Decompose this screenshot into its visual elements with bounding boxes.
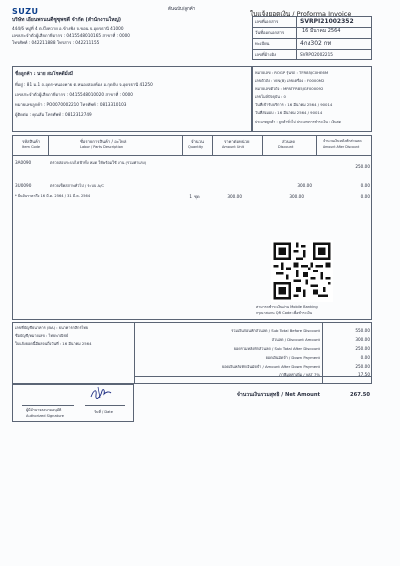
col-unit-en: Amount Unit xyxy=(222,145,244,149)
discount-label: ส่วนลด / Discount Amount xyxy=(271,337,320,342)
isuzu-logo: SUZU xyxy=(12,7,39,16)
ref-value: SVRPO2002215 xyxy=(300,52,333,57)
doc-no-value: SVRPI21002352 xyxy=(300,18,354,25)
original-copy-stamp: ต้นฉบับ/ลูกค้า xyxy=(168,7,196,12)
signature-date-label: วันที่ / Date xyxy=(94,410,113,414)
customer-tax-id: เลขประจำตัวผู้เสียภาษีอากร : 0415548010020 สาขาที่ : 0000 xyxy=(15,92,133,97)
qr-caption-line-2: กรุณาสแกน QR Code เพื่อชำระเงิน xyxy=(256,311,313,315)
vehicle-engine: เลขตัวถัง : VIN(B) เลขเครื่อง : F0000M2 xyxy=(255,78,325,83)
vat-value: 17.50 xyxy=(358,372,370,377)
customer-type: ประเภทลูกค้า : ลูกค้าทั่วไป ประเภทการชำระเงิน : เงินสด xyxy=(255,120,341,124)
reg-value: 4กง302 กท xyxy=(300,40,332,47)
after-down-payment-label: ยอดเงินหลังหักเงินมัดจำ / Amount After Down Payment xyxy=(221,364,320,369)
company-name: บริษัท เอียนพรนนดีซูซุพชดี จำกัด (สำนักงานใหญ่) xyxy=(12,17,122,23)
table-row-amount: 0.00 xyxy=(360,194,370,199)
discount-value: 300.00 xyxy=(355,337,370,342)
col-desc-en: Labor / Parts Description xyxy=(80,145,124,149)
doc-no-label: เลขที่เอกสาร xyxy=(255,19,279,24)
company-phone: โทรศัพท์ : 042211888 โทรสาร : 042211155 xyxy=(12,40,100,45)
vehicle-mileage: เลขไมล์ปัจจุบัน : 0 xyxy=(255,94,286,99)
price-valid-note: * ยืนยันราคาถึง 16 มี.ค. 2564 / 31 มี.ค. 2564 xyxy=(15,194,91,198)
qr-caption-line-1: สามารถชำระเงินผ่าน Mobile Banking xyxy=(256,305,318,309)
col-code-th: รหัสสินค้า xyxy=(22,139,41,144)
after-discount-value: 250.00 xyxy=(355,346,370,351)
table-row-price: 300.00 xyxy=(297,183,312,188)
table-row-amount: 0.00 xyxy=(360,183,370,188)
col-discount-en: Discount xyxy=(278,145,294,149)
authorized-signature-th: ผู้มีอำนาจลงนามอนุมัติ xyxy=(26,408,62,412)
subtotal-label: รวมเงินก่อนหักส่วนลด / Sub Total Before Discount xyxy=(231,328,320,333)
company-tax-id: เลขประจำตัวผู้เสียภาษีอากร : 0415548010165 สาขาที่ : 0000 xyxy=(12,33,130,38)
customer-name: ชื่อลูกค้า : นาย สมโชคดีมั่งมี xyxy=(15,72,73,77)
document-title: ใบแจ้งยอดเงิน / Proforma Invoice xyxy=(250,10,352,18)
ref-label: เลขที่อ้างอิง xyxy=(255,52,277,57)
service-out-date: วันที่ส่งมอบ : 16 มีนาคม 2564 / 90014 xyxy=(255,110,323,115)
customer-address: ที่อยู่ : 81 ม.1 ถ.อุดร-หนองคาย ต.หนองสองห้อง อ.กุดจับ จ.อุดรธานี 41250 xyxy=(15,82,153,87)
doc-date-value: 16 มีนาคม 2564 xyxy=(302,28,341,34)
col-amount-th: จำนวนเงินหลังหักส่วนลด xyxy=(323,139,362,143)
vehicle-model: หมายเลข : ROGP รุ่นรถ : TFR85JC0HE6M xyxy=(255,70,329,75)
valid-until: ใบแจ้งยอดนี้มีผลจนถึงวันที่ : 16 มีนาคม 2564 xyxy=(15,341,92,346)
after-discount-label: ยอดรวมหลังหักส่วนลด / Sub Total After Discount xyxy=(233,346,320,351)
table-row-amount: 250.00 xyxy=(355,164,370,169)
col-desc-th: ชื่อรายการสินค้า / อะไหล่ xyxy=(80,139,127,144)
col-code-en: Item Code xyxy=(22,145,41,149)
col-qty-th: จำนวน xyxy=(191,139,204,144)
table-row-desc: ตรวจสอบระบบไฟฟ้าทั้ง หมด ให้พร้อมใช้ งาน (รวมค่าแรง) xyxy=(50,160,147,165)
table-row-desc: ตรวจเช็คสภาพทั่วไป / ระบบ A/C xyxy=(50,183,105,188)
col-qty-en: Quantity xyxy=(188,145,204,149)
after-down-payment-value: 250.00 xyxy=(355,364,370,369)
table-row-code: 3U0090 xyxy=(15,183,32,188)
table-row-price: 300.00 xyxy=(227,194,242,199)
net-amount-label: จำนวนเงินรวมสุทธิ / Net Amount xyxy=(236,392,320,398)
col-unit-th: ราคาต่อหน่วย xyxy=(224,139,250,144)
handwritten-signature xyxy=(88,385,114,401)
vat-label: ภาษีมูลค่าเพิ่ม / VAT 7% xyxy=(279,372,320,377)
table-row-qty: 1 xyxy=(189,194,192,199)
authorized-signature-en: Authorized Signature xyxy=(26,414,64,418)
doc-date-label: วันที่ออกเอกสาร xyxy=(255,30,285,35)
reg-label: ทะเบียน xyxy=(255,41,270,46)
vehicle-chassis: หมายเลขตัวถัง : MPATFR85JGF000092 xyxy=(255,86,324,91)
company-address: 444/6 หมู่ที่ 4 ต.บึงทวาย อ.ข้างฟัง จ.ขอน จ.อุดรธานี 41000 xyxy=(12,26,124,31)
table-row-discount: 300.00 xyxy=(289,194,304,199)
table-row-code: 3A0090 xyxy=(15,160,32,165)
account-name: ชื่อบัญชี/หมายเลข : ไทยพาณิชย์ xyxy=(15,333,69,338)
bank-account: เลขที่บัญชีธนาคาร (BA) : ธนาคารกสิกรไทย xyxy=(15,325,89,330)
down-payment-value: 0.00 xyxy=(360,355,370,360)
subtotal-value: 550.00 xyxy=(355,328,370,333)
customer-contact: ผู้ติดต่อ : คุณส้ม โทรศัพท์ : 0812312749 xyxy=(15,112,92,117)
payment-qr-code xyxy=(271,240,333,302)
table-row-unit: ชุด xyxy=(194,194,200,199)
customer-number: หมายเลขลูกค้า : PO0070002210 โทรศัพท์ : 0813310103 xyxy=(15,102,127,107)
service-in-date: วันที่เข้ารับบริการ : 16 มีนาคม 2564 / 90014 xyxy=(255,102,333,107)
down-payment-label: ยอดเงินมัดจำ / Down Payment xyxy=(265,355,320,360)
col-discount-th: ส่วนลด xyxy=(282,139,296,144)
net-amount-value: 267.50 xyxy=(349,392,370,398)
col-amount-en: Amount After Discount xyxy=(323,145,360,149)
